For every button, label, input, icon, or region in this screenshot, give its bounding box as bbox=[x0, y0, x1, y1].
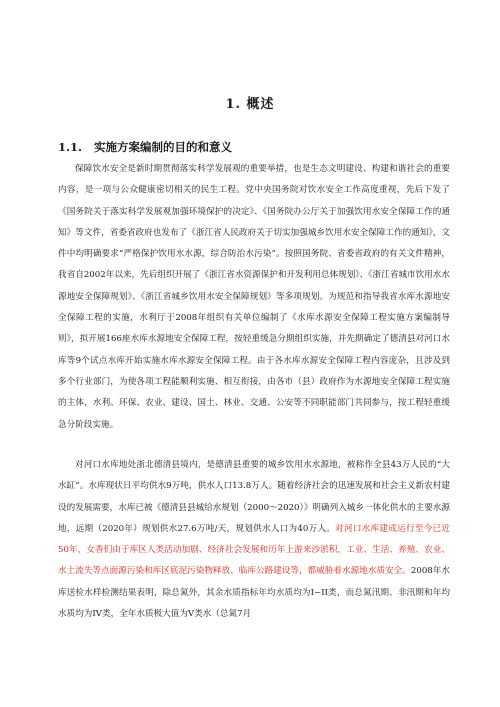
highlighted-text: 对河口水库建成运行至今已近50年，女香们由于库区人类活动加剧、经济社会发展和历年上游来沙淤积，工业、生活、养殖、农业、水土流失等点面源污染和库区底泥污染物释放、临库公路建设等，都威胁着水源地水质安全。 bbox=[58, 523, 450, 577]
chapter-title: 1. 概述 bbox=[225, 97, 275, 112]
section-heading bbox=[58, 139, 232, 155]
section-title: 实施方案编制的目的和意义 bbox=[94, 140, 233, 154]
body-paragraph: 保障饮水安全是新时期贯彻落实科学发展观的重要举措，也是生态文明建设、构建和谐社会的重要内容，是一项与公众健康密切相关的民生工程。党中央国务院对饮水安全工作高度重视，先后下发了《国务院关于落实科学发展观加强环境保护的决定》、《国务院办公厅关于加强饮用水安全保障工作的通知》等文件，省委省政府也发布了《浙江省人民政府关于切实加强城乡饮用水安全保障工作的通知》，文件中均明确要求“严格保护饮用水水源，综合防治水污染”。按照国务院、省委省政府的有关文件精神，我省自2002年以来，先后组织开展了《浙江省水资源保护和开发利用总体规划》、《浙江省城市饮用水水源地安全保障规划》、《浙江省城乡饮用水安全保障规划》等多项规划。为规范和指导我省水库水源地安全保障工程的实施，水利厅于2008年组织有关单位编制了《水库水源安全保障工程实施方案编制导则》，拟开展166座水库水源地安全保障工程，按轻重缓急分期组织实施，并先期确定了德清县对河口水库等9个试点水库开始实施水库水源安全保障工程。由于各水库水源安全保障工程内容庞杂，且涉及到多个行业部门，为使各项工程能顺利实施、相互衔接，由各市（县）政府作为水源地安全保障工程实施的主体，水利、环保、农业、建设、国土、林业、交通、公安等不同职能部门共同参与，按工程轻重缓急分阶段实施。 bbox=[58, 164, 450, 430]
paragraph-text: 2008年水库送检水样检测结果表明，除总氮外，其余水质指标年均水质均为I~II类，而总氮汛期、非汛期和年均水质均为IV类，全年水质极大值为V类水（总氮7月 bbox=[58, 566, 450, 620]
paragraph-text: 对河口水库地处浙北德清县境内，是德清县重要的城乡饮用水水源地，被称作全县43万人民的“大水缸”。水库现状日平均供水9万吨，供水人口13.8万人。随着经济社会的迅速发展和社会主义新农村建设的发展需要，水库已被《德清县县城给水规划（2000～2020）》明确列入城乡一体化供水的主要水源地，远期（2020年）规划供水27.6万吨/天，规划供水人口为40万人。 bbox=[58, 460, 450, 534]
body-paragraph bbox=[58, 455, 450, 625]
section-number: 1.1. bbox=[58, 140, 83, 154]
